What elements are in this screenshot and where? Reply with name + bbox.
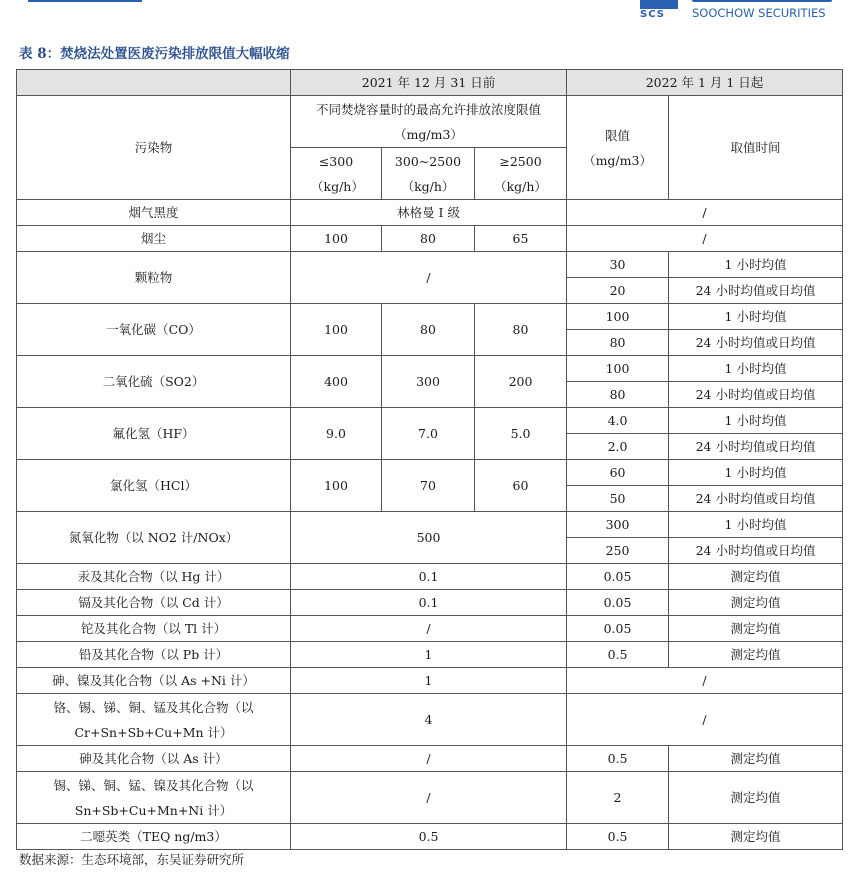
old-limit: 0.5	[291, 824, 567, 850]
pollutant-name: 汞及其化合物（以 Hg 计）	[17, 564, 291, 590]
old-limit-small: 9.0	[291, 408, 382, 460]
table-row	[17, 746, 843, 772]
new-limit-daily: 250	[567, 538, 669, 564]
time-hourly: 1 小时均值	[669, 408, 843, 434]
new-limit-daily: 20	[567, 278, 669, 304]
table-row	[17, 772, 843, 824]
pollutant-name: 氯化氢（HCl）	[17, 460, 291, 512]
time-basis: 测定均值	[669, 824, 843, 850]
pollutant-name: 烟气黑度	[17, 200, 291, 226]
header-row-desc	[17, 96, 843, 148]
new-limit-hourly: 60	[567, 460, 669, 486]
old-limit-small: 400	[291, 356, 382, 408]
old-limit-mid: 300	[382, 356, 475, 408]
old-limit: 林格曼 I 级	[291, 200, 567, 226]
header-group-new: 2022 年 1 月 1 日起	[567, 70, 843, 96]
pollutant-name: 锡、锑、铜、锰、镍及其化合物（以 Sn+Sb+Cu+Mn+Ni 计）	[17, 772, 291, 824]
new-limit: /	[567, 226, 843, 252]
old-limit: 0.1	[291, 590, 567, 616]
header-capacity-large: ≥2500（kg/h）	[475, 148, 567, 200]
new-limit-daily: 80	[567, 382, 669, 408]
header-blank	[17, 70, 291, 96]
time-basis: 测定均值	[669, 746, 843, 772]
new-limit-daily: 2.0	[567, 434, 669, 460]
table-row	[17, 512, 843, 538]
new-limit-hourly: 300	[567, 512, 669, 538]
new-limit: 2	[567, 772, 669, 824]
table-row	[17, 200, 843, 226]
table-row	[17, 824, 843, 850]
logo-mark	[640, 0, 678, 22]
table-row	[17, 642, 843, 668]
time-basis: 测定均值	[669, 772, 843, 824]
pollutant-name: 氟化氢（HF）	[17, 408, 291, 460]
pollutant-name: 铊及其化合物（以 Tl 计）	[17, 616, 291, 642]
time-daily: 24 小时均值或日均值	[669, 486, 843, 512]
time-daily: 24 小时均值或日均值	[669, 382, 843, 408]
time-basis: 测定均值	[669, 590, 843, 616]
time-hourly: 1 小时均值	[669, 512, 843, 538]
time-hourly: 1 小时均值	[669, 460, 843, 486]
new-limit: 0.05	[567, 616, 669, 642]
old-limit: /	[291, 746, 567, 772]
old-limit: /	[291, 616, 567, 642]
time-hourly: 1 小时均值	[669, 356, 843, 382]
new-limit: 0.5	[567, 642, 669, 668]
header-capacity-mid: 300~2500（kg/h）	[382, 148, 475, 200]
time-basis: 测定均值	[669, 616, 843, 642]
company-logo	[640, 0, 840, 22]
pollutant-name: 砷及其化合物（以 As 计）	[17, 746, 291, 772]
old-limit-small: 100	[291, 226, 382, 252]
time-daily: 24 小时均值或日均值	[669, 538, 843, 564]
old-limit: /	[291, 772, 567, 824]
old-limit-small: 100	[291, 460, 382, 512]
table-row	[17, 616, 843, 642]
old-limit: 0.1	[291, 564, 567, 590]
new-limit-daily: 50	[567, 486, 669, 512]
old-limit: /	[291, 252, 567, 304]
time-daily: 24 小时均值或日均值	[669, 278, 843, 304]
table-row	[17, 304, 843, 330]
table-row	[17, 460, 843, 486]
old-limit-mid: 70	[382, 460, 475, 512]
logo-chinese-wordmark	[692, 0, 832, 2]
new-limit-hourly: 100	[567, 304, 669, 330]
time-hourly: 1 小时均值	[669, 304, 843, 330]
pollutant-name: 铅及其化合物（以 Pb 计）	[17, 642, 291, 668]
old-limit-large: 200	[475, 356, 567, 408]
old-limit-mid: 7.0	[382, 408, 475, 460]
header-time: 取值时间	[669, 96, 843, 200]
table-row	[17, 252, 843, 278]
pollutant-name: 镉及其化合物（以 Cd 计）	[17, 590, 291, 616]
logo-abbr: SCS	[640, 9, 665, 20]
header-old-desc: 不同焚烧容量时的最高允许排放浓度限值（mg/m3）	[291, 96, 567, 148]
old-limit: 4	[291, 694, 567, 746]
header-row-groups	[17, 70, 843, 96]
new-limit-hourly: 100	[567, 356, 669, 382]
old-limit-small: 100	[291, 304, 382, 356]
header-rule	[28, 0, 142, 2]
old-limit: 1	[291, 668, 567, 694]
pollutant-name: 颗粒物	[17, 252, 291, 304]
pollutant-name: 二氧化硫（SO2）	[17, 356, 291, 408]
new-limit: 0.05	[567, 564, 669, 590]
new-limit-hourly: 30	[567, 252, 669, 278]
data-source-note: 数据来源：生态环境部，东吴证券研究所	[19, 852, 245, 867]
pollutant-name: 烟尘	[17, 226, 291, 252]
old-limit: 1	[291, 642, 567, 668]
new-limit: 0.5	[567, 746, 669, 772]
table-caption: 表 8：焚烧法处置医废污染排放限值大幅收缩	[19, 46, 290, 62]
old-limit-large: 60	[475, 460, 567, 512]
pollutant-name: 铬、锡、锑、铜、锰及其化合物（以 Cr+Sn+Sb+Cu+Mn 计）	[17, 694, 291, 746]
old-limit-large: 5.0	[475, 408, 567, 460]
time-daily: 24 小时均值或日均值	[669, 330, 843, 356]
old-limit-large: 65	[475, 226, 567, 252]
header-capacity-small: ≤300（kg/h）	[291, 148, 382, 200]
time-hourly: 1 小时均值	[669, 252, 843, 278]
time-basis: 测定均值	[669, 642, 843, 668]
new-limit: /	[567, 200, 843, 226]
table-row	[17, 356, 843, 382]
header-limit: 限值（mg/m3）	[567, 96, 669, 200]
new-limit: /	[567, 668, 843, 694]
table-row	[17, 226, 843, 252]
header-group-old: 2021 年 12 月 31 日前	[291, 70, 567, 96]
new-limit: 0.05	[567, 590, 669, 616]
logo-english-name: SOOCHOW SECURITIES	[692, 6, 826, 20]
new-limit-hourly: 4.0	[567, 408, 669, 434]
emission-limits-table	[16, 69, 843, 850]
old-limit-mid: 80	[382, 304, 475, 356]
pollutant-name: 二噁英类（TEQ ng/m3）	[17, 824, 291, 850]
pollutant-name: 一氧化碳（CO）	[17, 304, 291, 356]
old-limit-large: 80	[475, 304, 567, 356]
new-limit: /	[567, 694, 843, 746]
table-row	[17, 564, 843, 590]
table-row	[17, 590, 843, 616]
table-row	[17, 694, 843, 746]
pollutant-name: 砷、镍及其化合物（以 As +Ni 计）	[17, 668, 291, 694]
time-basis: 测定均值	[669, 564, 843, 590]
new-limit: 0.5	[567, 824, 669, 850]
old-limit-mid: 80	[382, 226, 475, 252]
new-limit-daily: 80	[567, 330, 669, 356]
table-row	[17, 668, 843, 694]
table-row	[17, 408, 843, 434]
pollutant-name: 氮氧化物（以 NO2 计/NOx）	[17, 512, 291, 564]
old-limit: 500	[291, 512, 567, 564]
time-daily: 24 小时均值或日均值	[669, 434, 843, 460]
header-pollutant: 污染物	[17, 96, 291, 200]
